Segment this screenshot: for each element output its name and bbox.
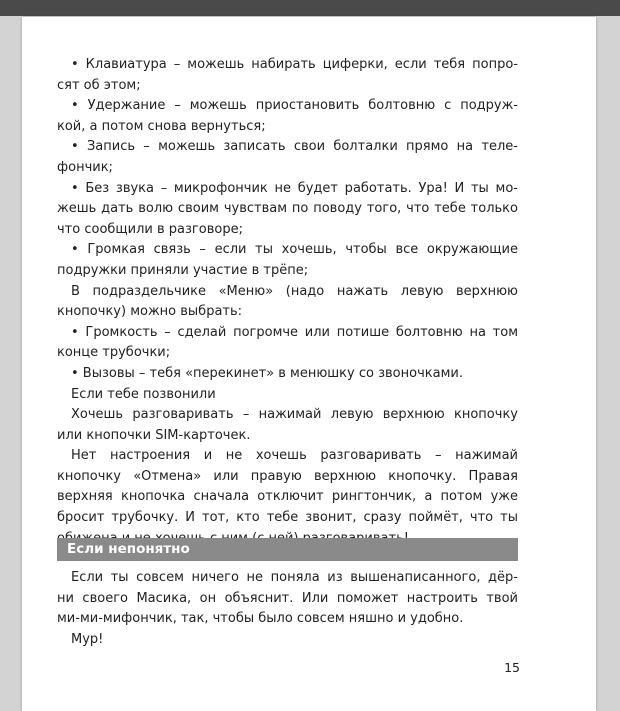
text-line: • Громкая связь – если ты хочешь, чтобы все окружающие [71,242,518,258]
text-line: Если тебе позвонили [71,386,216,402]
text-line: Нет настроения и не хочешь разговаривать – нажимай [71,448,518,464]
text-line: или кнопочки SIM-карточек. [57,427,251,443]
text-line: бросит трубочку. И тот, кто тебе звонит, сразу поймёт, что ты [57,510,518,526]
text-line: конце трубочки; [57,345,171,361]
text-line: В подраздельчике «Меню» (надо нажать левую верхнюю [71,283,518,299]
text-line: кнопочку) можно выбрать: [57,304,243,320]
text-line: что сообщили в разговоре; [57,221,243,237]
text-line: Мур! [71,631,104,647]
text-line: • Клавиатура – можешь набирать циферки, если тебя попро- [71,57,518,72]
text-line: • Вызовы – тебя «перекинет» в менюшку со звоночками. [71,365,463,381]
text-line: ни своего Масика, он объяснит. Или поможет настроить твой [57,590,518,606]
text-line: • Запись – можешь записать свои болталки прямо на теле- [71,139,518,155]
viewer-top-bar [0,0,620,16]
text-line: кнопочку «Отмена» или правую верхнюю кнопочку. Правая [57,468,518,484]
text-line: • Без звука – микрофончик не будет работать. Ура! И ты мо- [71,180,518,196]
text-line: верхняя кнопочка сначала отключит рингтончик, а потом уже [57,489,518,505]
section-text [57,568,518,650]
text-line: сят об этом; [57,77,141,93]
text-line: жешь дать волю своим чувствам по поводу того, что тебе только [57,201,518,217]
text-line: Хочешь разговаривать – нажимай левую верхнюю кнопочку [71,407,518,423]
text-line: ми-ми-мифончик, так, чтобы было совсем няшно и удобно. [57,611,464,627]
body-text [57,55,518,549]
text-line: кой, а потом снова вернуться; [57,118,266,134]
page-number: 15 [504,660,520,675]
text-line: • Удержание – можешь приостановить болтовню с подруж- [71,98,518,114]
section-heading: Если непонятно [57,538,518,561]
text-line: • Громкость – сделай погромче или потише болтовню на том [71,324,518,340]
text-line: фончик; [57,159,113,175]
text-line: подружки приняли участие в трёпе; [57,262,309,278]
text-line: Если ты совсем ничего не поняла из вышенаписанного, дёр- [71,570,518,585]
